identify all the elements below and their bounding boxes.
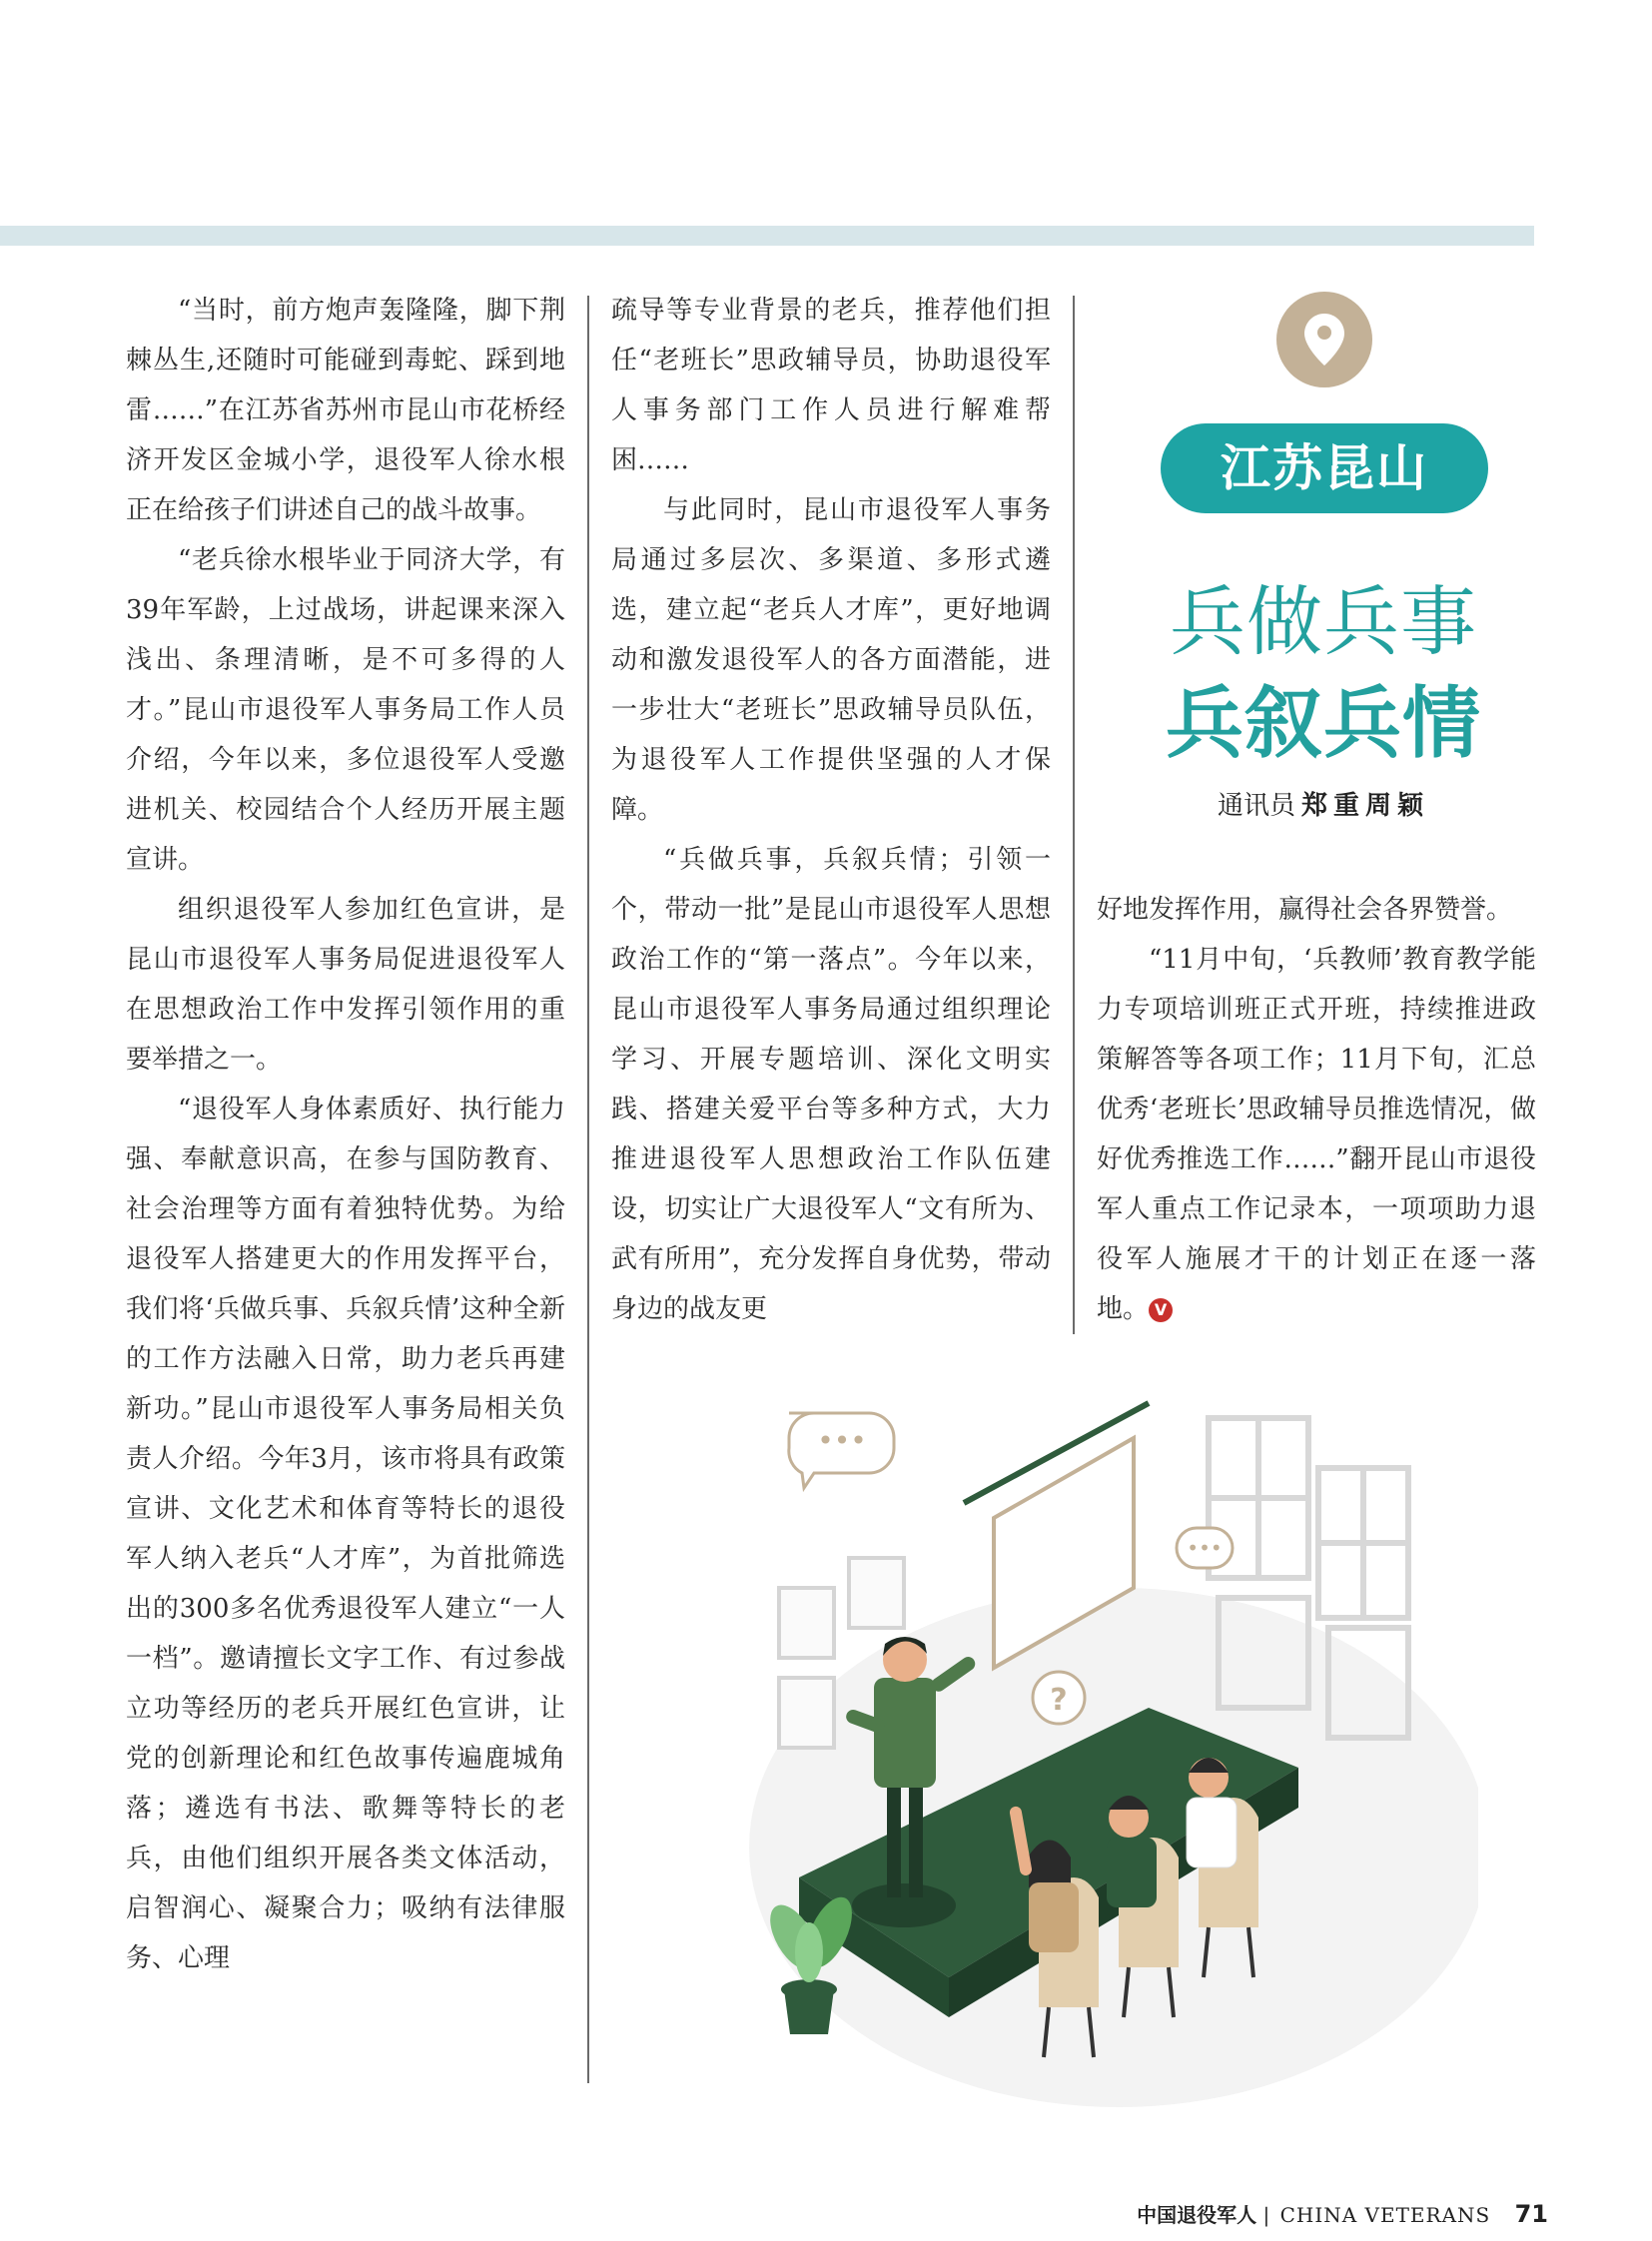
- location-pin-badge: [1276, 292, 1372, 387]
- byline-label: 通讯员: [1217, 791, 1295, 821]
- article-title-line-1: 兵做兵事: [1170, 577, 1477, 666]
- article-column-1: [126, 286, 565, 1983]
- paragraph: 组织退役军人参加红色宣讲，是昆山市退役军人事务局促进退役军人在思想政治工作中发挥引领作用的重要举措之一。: [126, 895, 565, 1075]
- article-column-3: [1097, 885, 1536, 1334]
- footer-separator: |: [1262, 2203, 1270, 2227]
- page-footer: [1089, 2199, 1548, 2228]
- speaker-spot: [852, 1883, 956, 1927]
- byline-names: 郑重周颖: [1301, 791, 1430, 821]
- magazine-name-cn: 中国退役军人: [1137, 2203, 1257, 2227]
- paragraph: “当时，前方炮声轰隆隆，脚下荆棘丛生,还随时可能碰到毒蛇、踩到地雷……”在江苏省苏州市昆山市花桥经济开发区金城小学，退役军人徐水根正在给孩子们讲述自己的战斗故事。: [126, 296, 565, 525]
- svg-text:•••: •••: [817, 1424, 867, 1457]
- header-band: [0, 226, 1534, 246]
- speech-bubble-left: [789, 1413, 894, 1488]
- paragraph: 与此同时，昆山市退役军人事务局通过多层次、多渠道、多形式遴选，建立起“老兵人才库”，更好地调动和激发退役军人的各方面潜能，进一步壮大“老班长”思政辅导员队伍，为退役军人工作提供坚强的人才保障。: [611, 495, 1051, 825]
- magazine-name-en: CHINA VETERANS: [1279, 2203, 1491, 2227]
- svg-text:•••: •••: [1187, 1536, 1223, 1560]
- end-of-article-icon: V: [1149, 1298, 1173, 1322]
- question-bubble: [1033, 1672, 1085, 1724]
- classroom-illustration: [739, 1378, 1478, 2117]
- paragraph-text: “11月中旬，‘兵教师’教育教学能力专项培训班正式开班，持续推进政策解答等各项工作；11月下旬，汇总优秀‘老班长’思政辅导员推选情况，做好优秀推选工作……”翻开昆山市退役军人重点工作记录本，一项项助力退役军人施展才干的计划正在逐一落地。: [1097, 945, 1536, 1324]
- paragraph: 疏导等专业背景的老兵，推荐他们担任“老班长”思政辅导员，协助退役军人事务部门工作人员进行解难帮困……: [611, 296, 1051, 475]
- column-divider: [587, 296, 589, 2083]
- byline: [1119, 785, 1528, 822]
- paragraph: “老兵徐水根毕业于同济大学，有39年军龄，上过战场，讲起课来深入浅出、条理清晰，是不可多得的人才。”昆山市退役军人事务局工作人员介绍，今年以来，多位退役军人受邀进机关、校园结合个人经历开展主题宣讲。: [126, 545, 565, 875]
- location-pin-icon: [1304, 314, 1344, 366]
- paragraph: 好地发挥作用，赢得社会各界赞誉。: [1097, 895, 1513, 925]
- svg-text:?: ?: [1050, 1683, 1068, 1718]
- article-column-2: [611, 286, 1051, 1334]
- article-title-line-2: 兵叙兵情: [1165, 679, 1481, 769]
- page-number: 71: [1514, 2200, 1548, 2228]
- paragraph: “兵做兵事，兵叙兵情；引领一个，带动一批”是昆山市退役军人思想政治工作的“第一落点”。今年以来，昆山市退役军人事务局通过组织理论学习、开展专题培训、深化文明实践、搭建关爱平台等多种方式，大力推进退役军人思想政治工作队伍建设，切实让广大退役军人“文有所为、武有所用”，充分发挥自身优势，带动身边的战友更: [611, 845, 1051, 1324]
- paragraph: [1097, 935, 1536, 1334]
- region-tag: 江苏昆山: [1161, 423, 1488, 513]
- column-divider: [1073, 296, 1075, 1334]
- paragraph: “退役军人身体素质好、执行能力强、奉献意识高，在参与国防教育、社会治理等方面有着独特优势。为给退役军人搭建更大的作用发挥平台，我们将‘兵做兵事、兵叙兵情’这种全新的工作方法融入日常，助力老兵再建新功。”昆山市退役军人事务局相关负责人介绍。今年3月，该市将具有政策宣讲、文化艺术和体育等特长的退役军人纳入老兵“人才库”，为首批筛选出的300多名优秀退役军人建立“一人一档”。邀请擅长文字工作、有过参战立功等经历的老兵开展红色宣讲，让党的创新理论和红色故事传遍鹿城角落；遴选有书法、歌舞等特长的老兵，由他们组织开展各类文体活动，启智润心、凝聚合力；吸纳有法律服务、心理: [126, 1095, 565, 1973]
